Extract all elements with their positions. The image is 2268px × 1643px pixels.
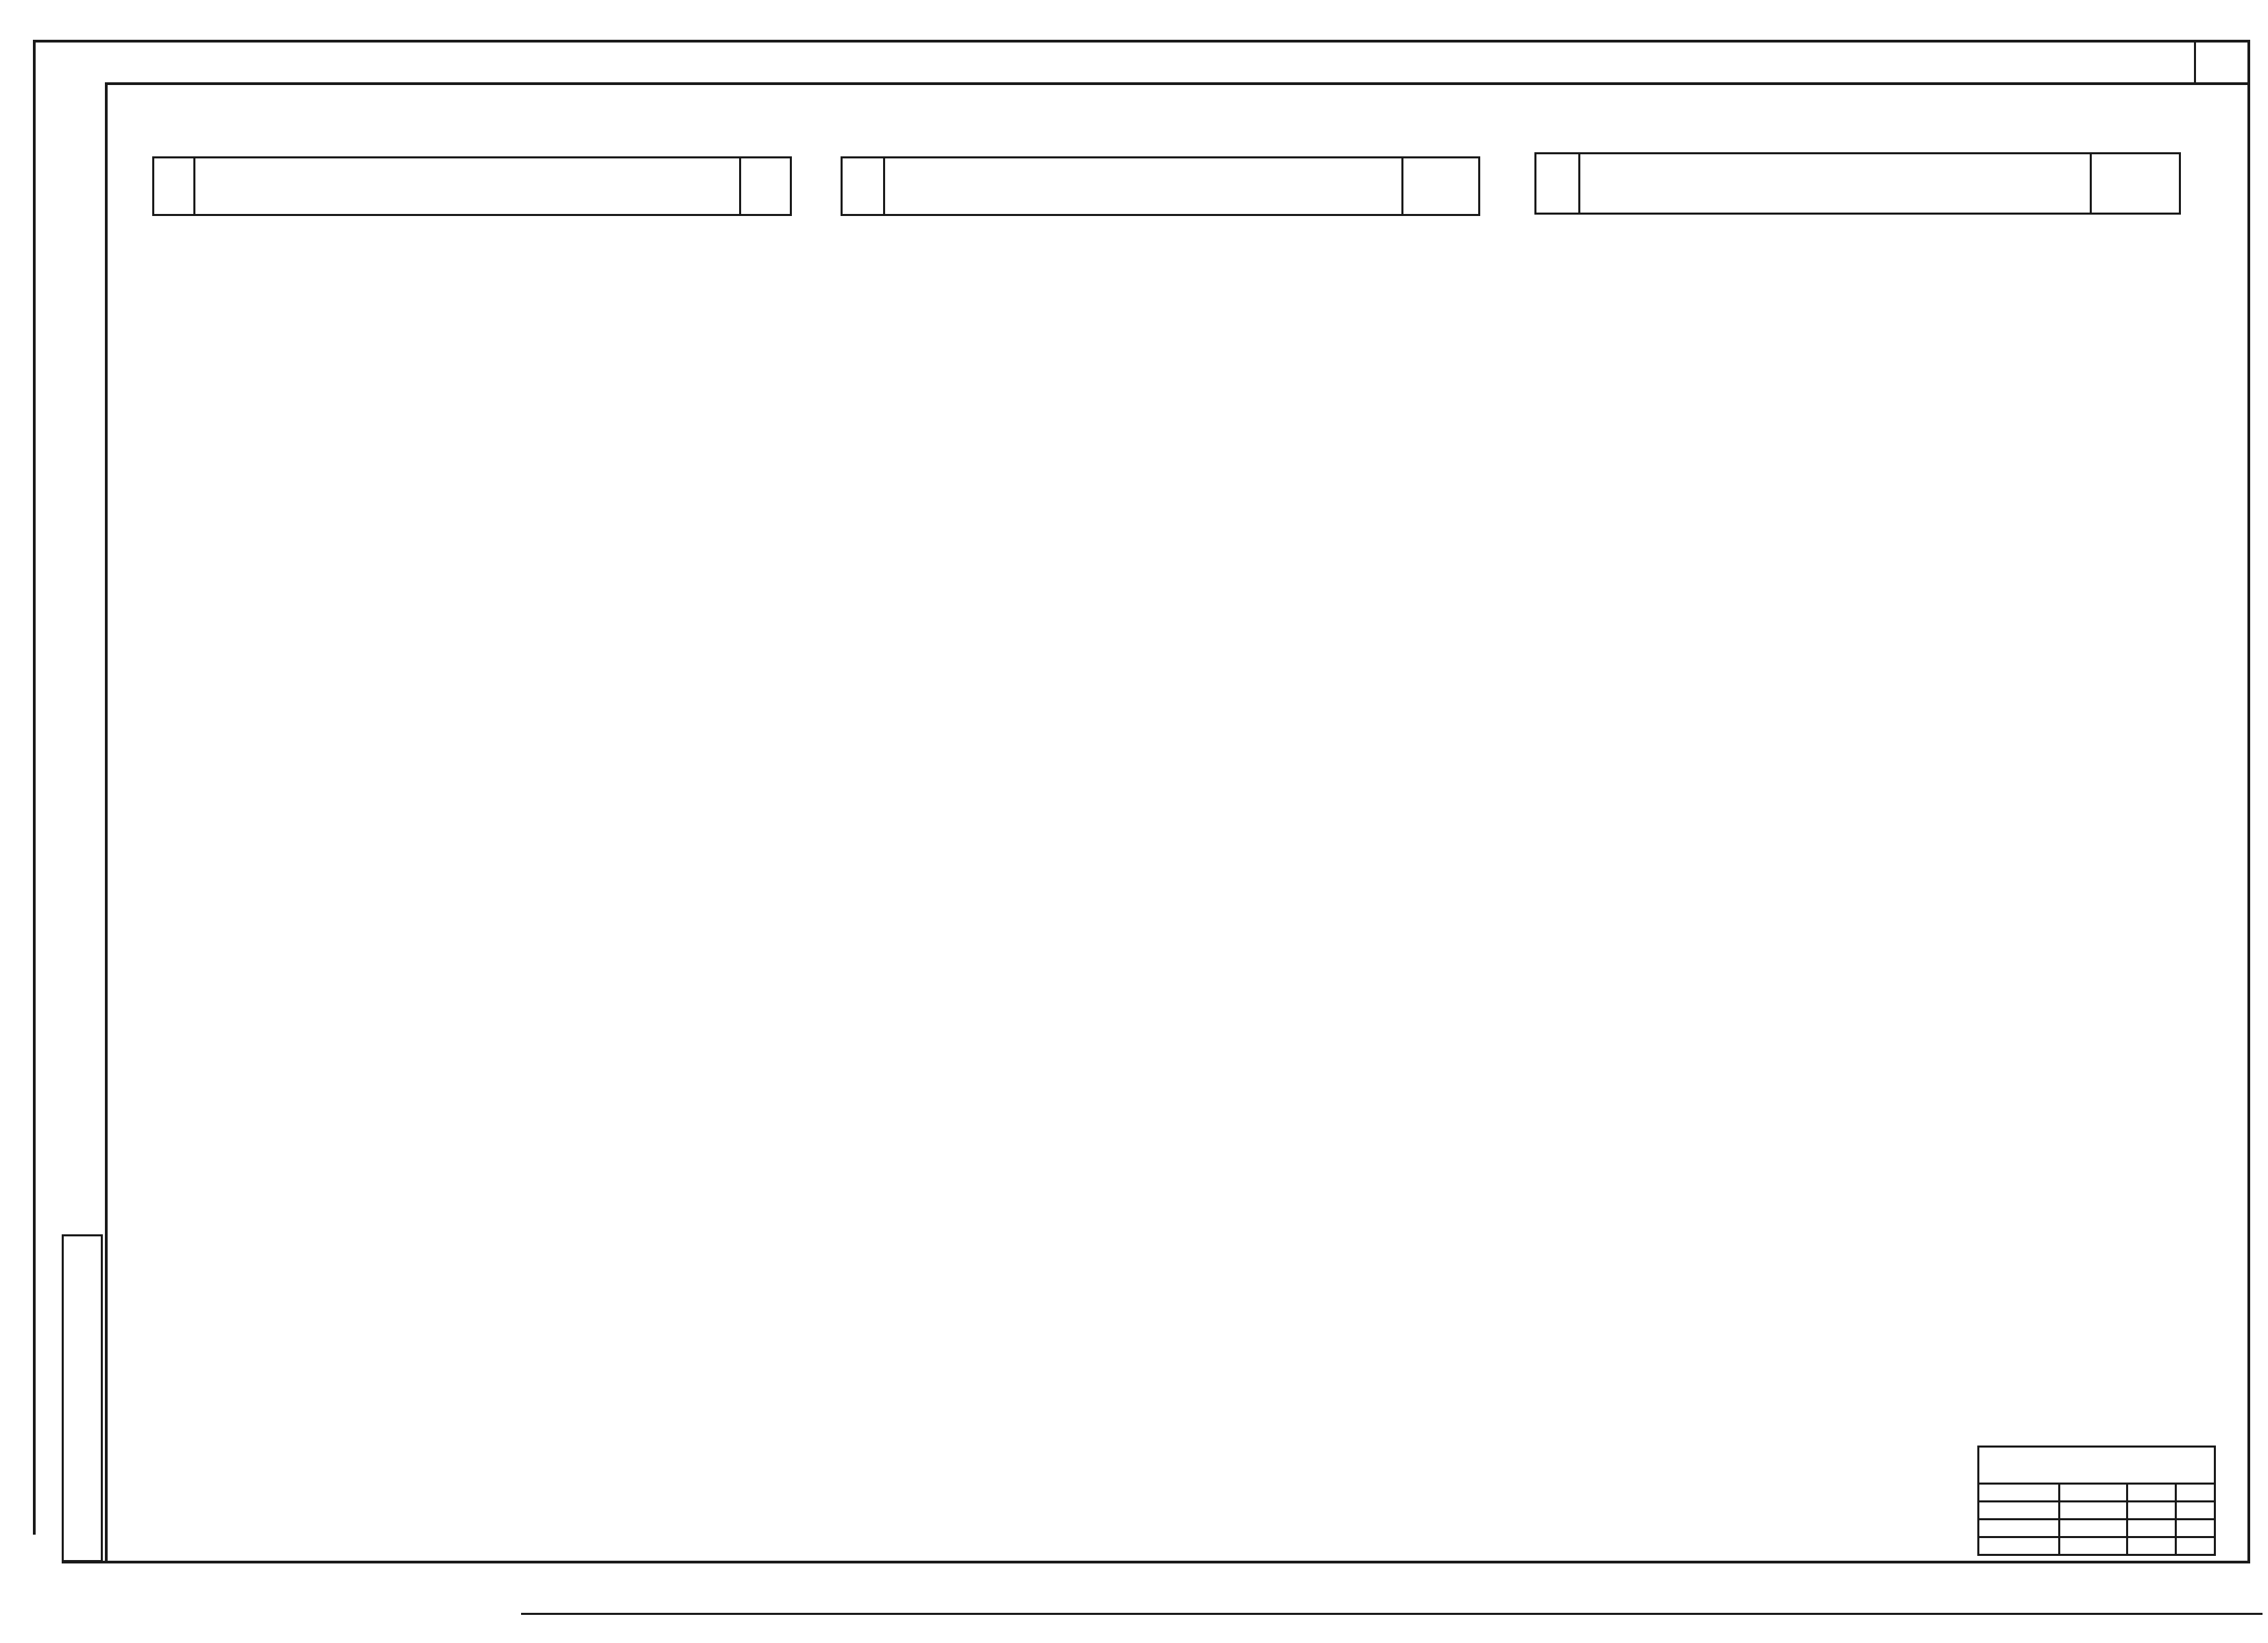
col-name-header xyxy=(195,158,740,215)
left-strip xyxy=(62,1234,103,1562)
toc-table-3 xyxy=(1534,152,2181,215)
col-sheet-header xyxy=(154,158,195,215)
col-name-header xyxy=(884,158,1403,215)
frame-sheet-box-left xyxy=(2194,40,2196,85)
col-sheet-header xyxy=(1536,154,1580,214)
col-note-header xyxy=(740,158,791,215)
stamp-title xyxy=(1979,1447,2215,1484)
col-note-header xyxy=(2091,154,2180,214)
frame-top xyxy=(33,40,2250,43)
frame-right xyxy=(2247,40,2250,1562)
stamp-inv xyxy=(1979,1537,2060,1555)
frame-bottom xyxy=(62,1561,2250,1563)
frame-inner-top xyxy=(106,82,2250,85)
frame-inner-left xyxy=(105,82,108,1563)
col-note-header xyxy=(1403,158,1480,215)
col-name-header xyxy=(1580,154,2091,214)
binding-stamp xyxy=(1977,1446,2216,1556)
col-sheet-header xyxy=(842,158,884,215)
toc-table-2 xyxy=(841,156,1480,216)
frame-outer-left xyxy=(33,40,36,1535)
bottom-trim-line xyxy=(521,1613,2263,1615)
toc-table-1 xyxy=(152,156,792,216)
